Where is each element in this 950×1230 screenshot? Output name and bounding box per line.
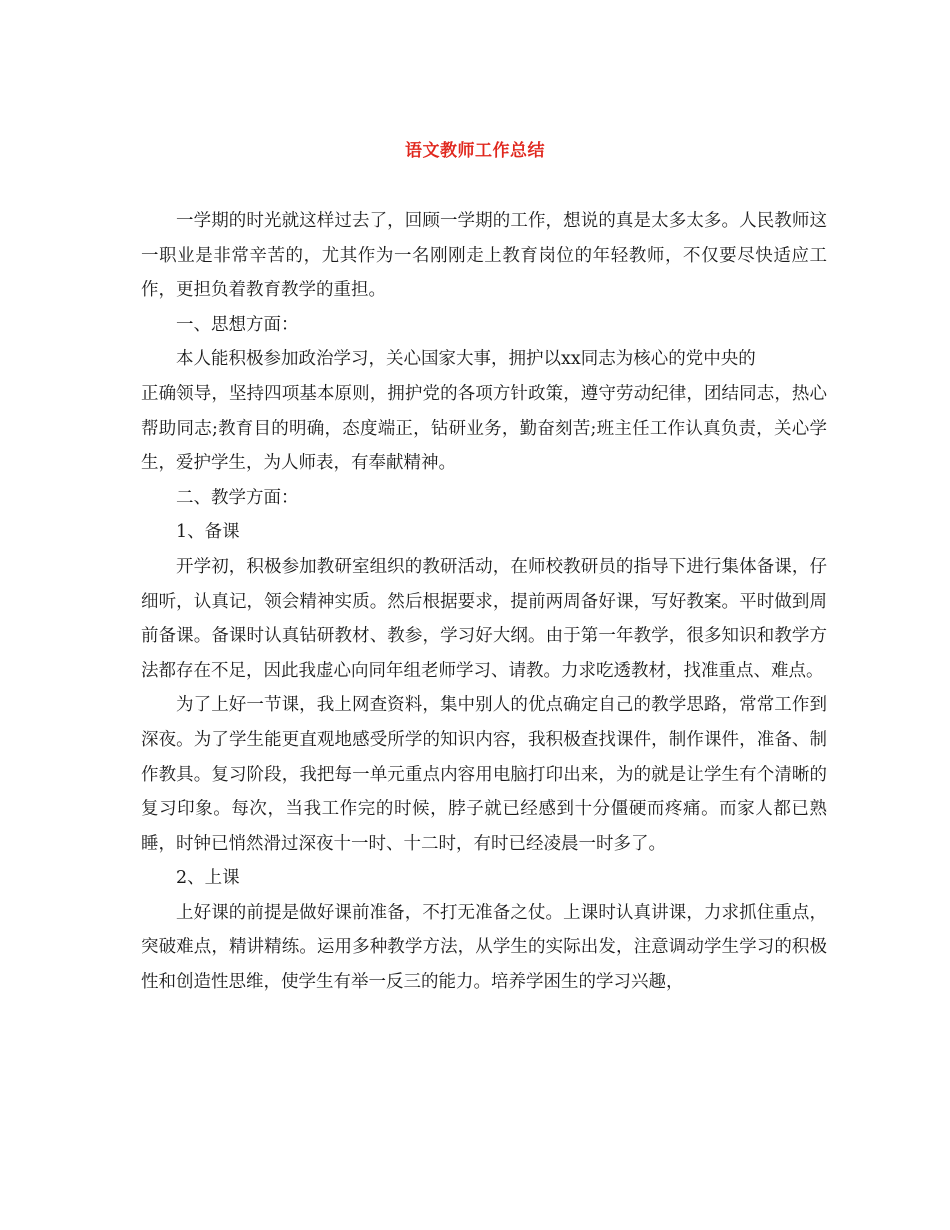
subheading-lesson-prep: 1、备课 bbox=[176, 522, 240, 543]
document-title: 语文教师工作总结 bbox=[405, 141, 545, 161]
document-body bbox=[141, 204, 827, 1000]
paragraph-class: 上好课的前提是做好课前准备，不打无准备之仗。上课时认真讲课，力求抓住重点，突破难点，精讲精练。运用多种教学方法，从学生的实际出发，注意调动学生学习的积极性和创造性思维，使学生有举一反三的能力。培养学困生的学习兴趣， bbox=[141, 902, 827, 993]
paragraph-preparation-effort: 为了上好一节课，我上网查资料，集中别人的优点确定自己的教学思路，常常工作到深夜。为了学生能更直观地感受所学的知识内容，我积极查找课件，制作课件，准备、制作教具。复习阶段，我把每一单元重点内容用电脑打印出来，为的就是让学生有个清晰的复习印象。每次，当我工作完的时候，脖子就已经感到十分僵硬而疼痛。而家人都已熟睡，时钟已悄然滑过深夜十一时、十二时，有时已经凌晨一时多了。 bbox=[141, 695, 827, 854]
paragraph-lesson-prep: 开学初，积极参加教研室组织的教研活动，在师校教研员的指导下进行集体备课，仔细听，认真记，领会精神实质。然后根据要求，提前两周备好课，写好教案。平时做到周前备课。备课时认真钻研教材、教参，学习好大纲。由于第一年教学，很多知识和教学方法都存在不足，因此我虚心向同年组老师学习、请教。力求吃透教材，找准重点、难点。 bbox=[141, 556, 827, 681]
section-heading-thought: 一、思想方面： bbox=[176, 314, 299, 335]
paragraph-thought-2: 正确领导，坚持四项基本原则，拥护党的各项方针政策，遵守劳动纪律，团结同志，热心帮助同志;教育目的明确，态度端正，钻研业务，勤奋刻苦;班主任工作认真负责，关心学生，爱护学生，为人师表，有奉献精神。 bbox=[141, 383, 827, 474]
section-heading-teaching: 二、教学方面： bbox=[176, 487, 299, 508]
paragraph-thought-1: 本人能积极参加政治学习，关心国家大事，拥护以xx同志为核心的党中央的 bbox=[176, 349, 756, 370]
paragraph-intro: 一学期的时光就这样过去了，回顾一学期的工作，想说的真是太多太多。人民教师这一职业是非常辛苦的，尤其作为一名刚刚走上教育岗位的年轻教师，不仅要尽快适应工作，更担负着教育教学的重担。 bbox=[141, 211, 827, 301]
subheading-class: 2、上课 bbox=[176, 868, 240, 889]
